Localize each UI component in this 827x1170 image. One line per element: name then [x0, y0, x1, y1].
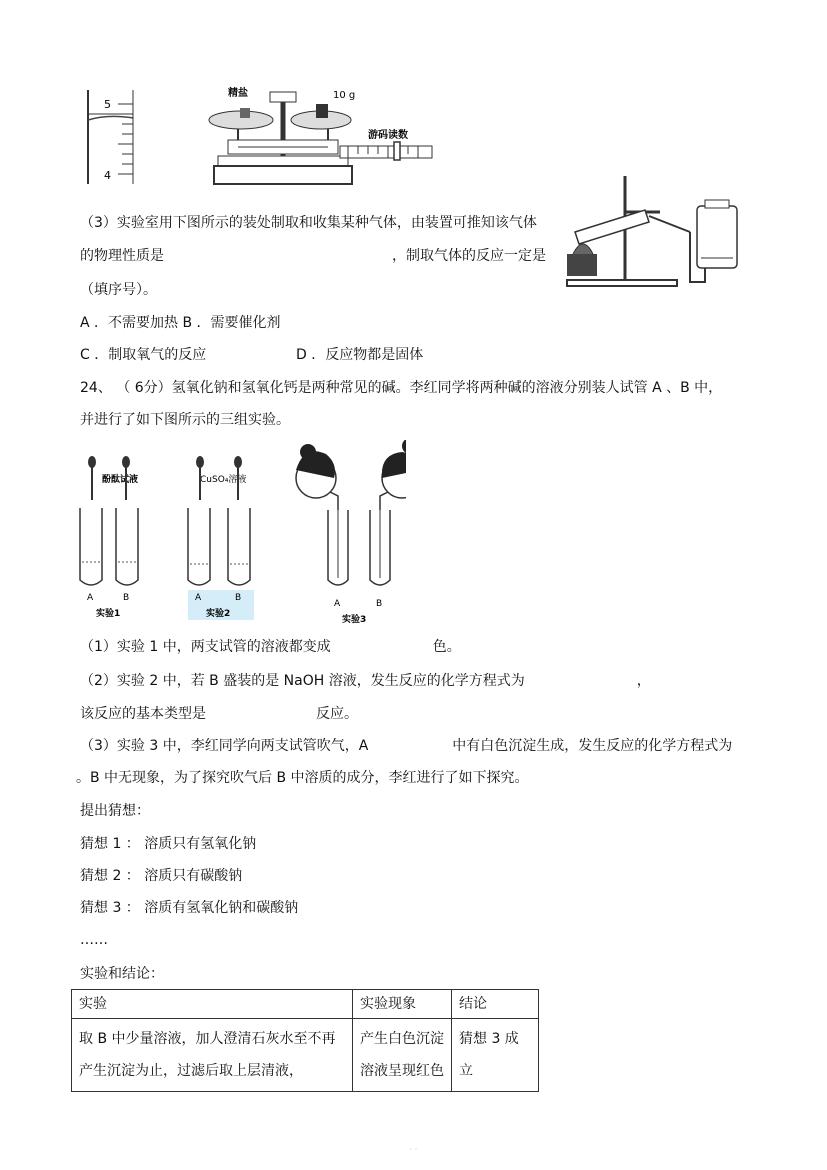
q2-line2 [80, 704, 358, 724]
table-cell-observation [353, 1019, 452, 1092]
exp1-tube-b: B [123, 593, 130, 603]
rider-scale [340, 128, 432, 160]
cylinder-mark-4: 4 [104, 169, 111, 182]
q3-line2 [80, 246, 546, 266]
table-header-conclusion: 结论 [452, 990, 539, 1019]
q3b-a: （3）实验 3 中，李红同学向两支试管吹气，A [80, 738, 369, 754]
q1-a: （1）实验 1 中，两支试管的溶液都变成 [80, 639, 331, 655]
q2-line2-b: 反应。 [316, 706, 358, 722]
page-footer: · · [409, 1145, 418, 1154]
balance-left-label: 精盐 [228, 88, 248, 99]
q2-b: ， [636, 673, 651, 689]
q2-a: （2）实验 2 中，若 B 盛装的是 NaOH 溶液，发生反应的化学方程式为 [80, 673, 525, 689]
hypo-2: 猜想 2 ： 溶质只有碳酸钠 [80, 868, 243, 884]
option-c: C ．制取氧气的反应 [80, 347, 207, 363]
table-obs-line2: 溶液呈现红色 [360, 1063, 444, 1079]
q3-line2-a: 的物理性质是 [80, 248, 164, 264]
option-d: D ．反应物都是固体 [296, 347, 424, 363]
exp3-tube-b: B [376, 599, 383, 609]
exp2-reagent: CuSO₄溶液 [200, 475, 247, 485]
exp1-tube-a: A [87, 593, 94, 603]
q3-line1: （3）实验室用下图所示的装处制取和收集某种气体，由装置可推知该气体 [80, 215, 537, 231]
table-cell-experiment [72, 1019, 353, 1092]
exp2-tube-b: B [235, 593, 242, 603]
experiment-1 [80, 456, 138, 619]
experiment-table [71, 989, 539, 1092]
rider-label: 游码读数 [368, 130, 408, 141]
options-ab: A ．不需要加热 B ．需要催化剂 [80, 315, 281, 331]
q3-line2-b: ，制取气体的反应一定是 [392, 248, 546, 264]
exp-title: 实验和结论： [80, 966, 164, 982]
table-cell-conclusion: 猜想 3 成立 [452, 1019, 539, 1092]
gas-apparatus-figure [565, 172, 743, 290]
q3b-b: 中有白色沉淀生成，发生反应的化学方程式为 [452, 738, 733, 754]
q3b-line2: 。B 中无现象，为了探究吹气后 B 中溶质的成分，李红进行了如下探究。 [76, 770, 529, 786]
exp3-tube-a: A [334, 599, 341, 609]
ellipsis: …… [80, 932, 108, 948]
q1-b: 色。 [432, 639, 461, 655]
hypo-title: 提出猜想： [80, 803, 150, 819]
balance [209, 86, 355, 184]
hypo-1: 猜想 1 ： 溶质只有氢氧化钠 [80, 836, 257, 852]
table-header-observation: 实验现象 [353, 990, 452, 1019]
exp1-label: 实验1 [96, 609, 121, 619]
q2-line2-a: 该反应的基本类型是 [80, 706, 206, 722]
table-exp-line1: 取 B 中少量溶液，加人澄清石灰水至不再 [79, 1031, 336, 1047]
experiment-3 [296, 440, 406, 625]
q1-line [80, 637, 461, 657]
q3b-line1 [80, 736, 732, 756]
exp2-label: 实验2 [206, 609, 231, 619]
cylinder-mark-5: 5 [104, 98, 111, 111]
q24-line2: 并进行了如下图所示的三组实验。 [80, 412, 290, 428]
table-row [72, 1019, 539, 1092]
measuring-cylinder [88, 90, 133, 184]
table-header-row [72, 990, 539, 1019]
balance-right-label: 10 g [333, 90, 356, 101]
table-exp-line2: 产生沉淀为止，过滤后取上层清液， [79, 1063, 303, 1079]
exp2-tube-a: A [195, 593, 202, 603]
cylinder-balance-figure [78, 84, 438, 192]
experiment-2 [188, 456, 254, 620]
table-obs-line1: 产生白色沉淀 [360, 1031, 444, 1047]
q24-line1: 24、 （ 6分）氢氧化钠和氢氧化钙是两种常见的碱。李红同学将两种碱的溶液分别装人试管 A 、B 中， [80, 380, 723, 396]
hypo-3: 猜想 3 ： 溶质有氢氧化钠和碳酸钠 [80, 900, 299, 916]
table-header-experiment: 实验 [72, 990, 353, 1019]
exp1-reagent: 酚酞试液 [102, 475, 139, 485]
q2-line [80, 671, 651, 691]
q3-line3: （填序号）。 [80, 282, 157, 298]
exp3-label: 实验3 [342, 615, 367, 625]
experiments-figure [76, 440, 406, 626]
